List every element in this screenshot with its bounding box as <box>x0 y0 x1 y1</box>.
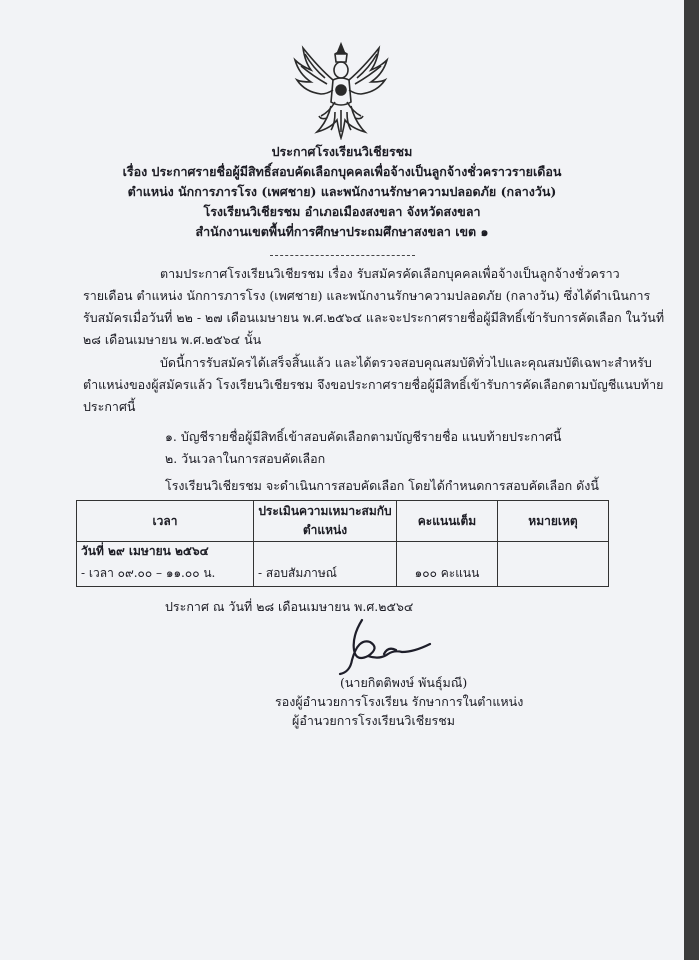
signer-position: รองผู้อำนวยการโรงเรียน รักษาการในตำแหน่ง <box>275 694 524 709</box>
header-time: เวลา <box>77 501 254 542</box>
paragraph-1-line: รับสมัครเมื่อวันที่ ๒๒ - ๒๗ เดือนเมษายน พ.ศ.๒๕๖๔ และจะประกาศรายชื่อผู้มีสิทธิ์เข้ารับการคัดเลือก ในวันที่ <box>83 310 665 325</box>
paragraph-2-line: ตำแหน่งของผู้สมัครแล้ว โรงเรียนวิเชียรชม จึงขอประกาศรายชื่อผู้มีสิทธิ์เข้ารับการคัดเลือกตามบัญชีแนบท้าย <box>83 377 664 392</box>
signer-position-acting: ผู้อำนวยการโรงเรียนวิเชียรชม <box>292 713 455 728</box>
time-cell: - เวลา ๐๙.๐๐ – ๑๑.๐๐ น. <box>77 564 254 587</box>
header-assessment <box>254 501 397 542</box>
note-cell <box>498 564 609 587</box>
signature-icon <box>322 616 434 676</box>
paragraph-1-line: รายเดือน ตำแหน่ง นักการภารโรง (เพศชาย) และพนักงานรักษาความปลอดภัย (กลางวัน) ซึ่งได้ดำเนินการ <box>83 288 651 303</box>
garuda-emblem-icon <box>290 40 392 140</box>
announcement-title: ประกาศโรงเรียนวิเชียรชม <box>271 144 413 159</box>
header-remark: หมายเหตุ <box>498 501 609 542</box>
list-item-1: ๑. บัญชีรายชื่อผู้มีสิทธิ์เข้าสอบคัดเลือกตามบัญชีรายชื่อ แนบท้ายประกาศนี้ <box>165 429 562 444</box>
header-assessment-line1: ประเมินความเหมาะสมกับ <box>258 504 392 518</box>
announce-date: ประกาศ ณ วันที่ ๒๘ เดือนเมษายน พ.ศ.๒๕๖๔ <box>165 599 414 614</box>
divider <box>270 255 415 256</box>
table-header-row <box>77 501 609 542</box>
announcement-school: โรงเรียนวิเชียรชม อำเภอเมืองสงขลา จังหวัดสงขลา <box>203 204 481 219</box>
paragraph-2-line: บัดนี้การรับสมัครได้เสร็จสิ้นแล้ว และได้ตรวจสอบคุณสมบัติทั่วไปและคุณสมบัติเฉพาะสำหรับ <box>160 355 652 370</box>
paragraph-1-line: ตามประกาศโรงเรียนวิเชียรชม เรื่อง รับสมัครคัดเลือกบุคคลเพื่อจ้างเป็นลูกจ้างชั่วคราว <box>160 266 620 281</box>
method-cell: - สอบสัมภาษณ์ <box>254 564 397 587</box>
table-row <box>77 542 609 565</box>
announcement-position: ตำแหน่ง นักการภารโรง (เพศชาย) และพนักงานรักษาความปลอดภัย (กลางวัน) <box>127 184 557 199</box>
header-assessment-line2: ตำแหน่ง <box>302 523 348 537</box>
schedule-intro: โรงเรียนวิเชียรชม จะดำเนินการสอบคัดเลือก โดยได้กำหนดการสอบคัดเลือก ดังนี้ <box>165 478 599 493</box>
list-item-2: ๒. วันเวลาในการสอบคัดเลือก <box>165 451 326 466</box>
announcement-office: สำนักงานเขตพื้นที่การศึกษาประถมศึกษาสงขลา เขต ๑ <box>195 224 489 239</box>
score-cell: ๑๐๐ คะแนน <box>397 564 498 587</box>
paragraph-1-line: ๒๘ เดือนเมษายน พ.ศ.๒๕๖๔ นั้น <box>83 332 262 347</box>
paragraph-2-line: ประกาศนี้ <box>83 399 136 414</box>
announcement-subject: เรื่อง ประกาศรายชื่อผู้มีสิทธิ์สอบคัดเลือกบุคคลเพื่อจ้างเป็นลูกจ้างชั่วคราวรายเดือน <box>122 164 562 179</box>
schedule-table <box>76 500 609 587</box>
header-full-score: คะแนนเต็ม <box>397 501 498 542</box>
date-cell: วันที่ ๒๙ เมษายน ๒๕๖๔ <box>77 542 254 565</box>
signer-name: (นายกิตติพงษ์ พันธุ์มณี) <box>340 675 468 690</box>
table-row <box>77 564 609 587</box>
